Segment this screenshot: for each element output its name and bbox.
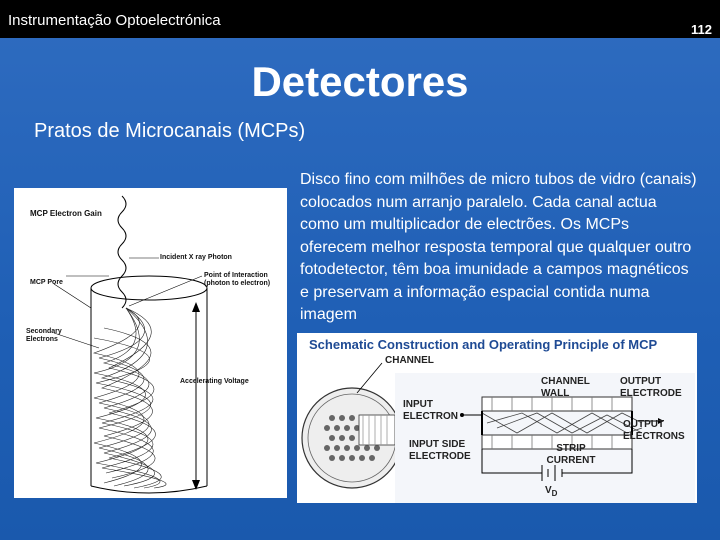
strip-current-label: STRIP CURRENT <box>546 443 596 466</box>
channel-label: CHANNEL <box>385 355 434 366</box>
mcp-pore-label: MCP Pore <box>30 279 63 286</box>
mcp-gain-label: MCP Electron Gain <box>30 209 102 218</box>
header-bar <box>0 0 720 38</box>
schematic-title: Schematic Construction and Operating Principle of MCP <box>309 337 658 352</box>
vd-label <box>545 485 557 500</box>
incident-photon-label: Incident X ray Photon <box>160 254 232 261</box>
interaction-point-label: Point of Interaction (photon to electron) <box>204 272 271 287</box>
mcp-schematic-figure <box>297 333 697 503</box>
course-title: Instrumentação Optoelectrónica <box>8 12 221 29</box>
mcp-schematic-drawing <box>297 333 697 503</box>
vd-subscript: D <box>551 489 558 498</box>
vd-letter: V <box>545 485 552 496</box>
mcp-pore-figure <box>14 188 287 498</box>
page-number: 112 <box>691 22 712 37</box>
input-electron-label: INPUT ELECTRON <box>403 399 458 422</box>
secondary-electrons-label: Secondary Electrons <box>26 328 62 343</box>
channel-wall-label: CHANNEL WALL <box>541 376 590 399</box>
output-electrons-label: OUTPUT ELECTRONS <box>623 419 685 442</box>
output-electrode-label: OUTPUT ELECTRODE <box>620 376 682 399</box>
slide-subtitle: Pratos de Microcanais (MCPs) <box>34 120 306 142</box>
accelerating-voltage-label: Accelerating Voltage <box>180 378 249 385</box>
slide-title: Detectores <box>251 58 469 105</box>
input-side-electrode-label: INPUT SIDE ELECTRODE <box>409 439 471 462</box>
description-text: Disco fino com milhões de micro tubos de vidro (canais) colocados num arranjo paralelo. Cada canal actua como um multiplicador de electrões. Os MCPs oferecem melhor resposta temporal que qualquer outro fotodetector, têm boa imunidade a campos magnéticos e preservam a informação espacial contida numa imagem <box>300 171 697 323</box>
